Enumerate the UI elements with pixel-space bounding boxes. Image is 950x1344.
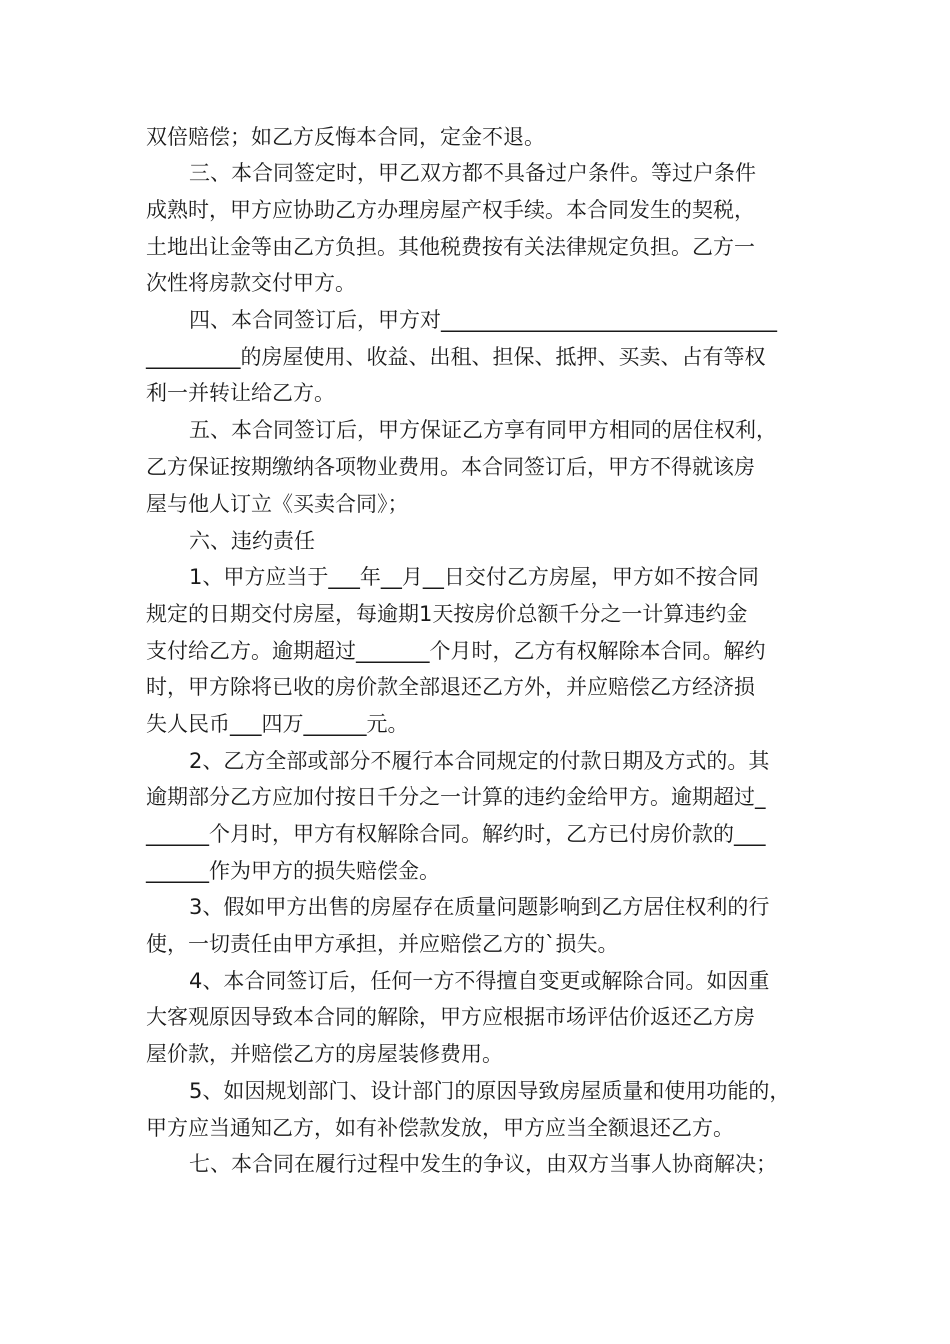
clause-3-line: 三、本合同签定时，甲乙双方都不具备过户条件。等过户条件 [189,161,756,185]
clause-5-line: 五、本合同签订后，甲方保证乙方享有同甲方相同的居住权利， [189,418,777,442]
item-4-line: 4、本合同签订后，任何一方不得擅自变更或解除合同。如因重 [189,969,770,993]
text-line: 甲方应当通知乙方，如有补偿款发放，甲方应当全额退还乙方。 [146,1116,734,1140]
text-line: 屋与他人订立《买卖合同》； [146,492,409,516]
item-1-line: 1、甲方应当于___年__月__日交付乙方房屋，甲方如不按合同 [189,565,759,589]
text-line: 成熟时，甲方应协助乙方办理房屋产权手续。本合同发生的契税， [146,198,755,222]
text-line: 双倍赔偿；如乙方反悔本合同，定金不退。 [146,125,545,149]
text-line: 失人民币___四万______元。 [146,712,409,736]
section-heading-breach: 六、违约责任 [189,529,315,553]
text-line: ______个月时，甲方有权解除合同。解约时，乙方已付房价款的___ [146,822,766,846]
text-line: _________的房屋使用、收益、出租、担保、抵押、买卖、占有等权 [146,345,766,369]
text-line: ______作为甲方的损失赔偿金。 [146,859,440,883]
text-line: 逾期部分乙方应加付按日千分之一计算的违约金给甲方。逾期超过_ [146,785,766,809]
text-line: 屋价款，并赔偿乙方的房屋装修费用。 [146,1042,503,1066]
text-line: 乙方保证按期缴纳各项物业费用。本合同签订后，甲方不得就该房 [146,455,755,479]
text-line: 土地出让金等由乙方负担。其他税费按有关法律规定负担。乙方一 [146,235,755,259]
text-line: 时，甲方除将已收的房价款全部退还乙方外，并应赔偿乙方经济损 [146,675,755,699]
item-5-line: 5、如因规划部门、设计部门的原因导致房屋质量和使用功能的， [189,1079,791,1103]
text-line: 支付给乙方。逾期超过_______个月时，乙方有权解除本合同。解约 [146,639,766,663]
item-3-line: 3、假如甲方出售的房屋存在质量问题影响到乙方居住权利的行 [189,895,770,919]
item-2-line: 2、乙方全部或部分不履行本合同规定的付款日期及方式的。其 [189,749,770,773]
clause-7-line: 七、本合同在履行过程中发生的争议，由双方当事人协商解决； [189,1152,777,1176]
clause-4-line: 四、本合同签订后，甲方对________________________________ [189,308,777,332]
text-line: 大客观原因导致本合同的解除，甲方应根据市场评估价返还乙方房 [146,1005,755,1029]
text-line: 利一并转让给乙方。 [146,381,335,405]
text-line: 次性将房款交付甲方。 [146,271,356,295]
text-line: 使，一切责任由甲方承担，并应赔偿乙方的`损失。 [146,932,619,956]
text-line: 规定的日期交付房屋，每逾期1天按房价总额千分之一计算违约金 [146,602,748,626]
